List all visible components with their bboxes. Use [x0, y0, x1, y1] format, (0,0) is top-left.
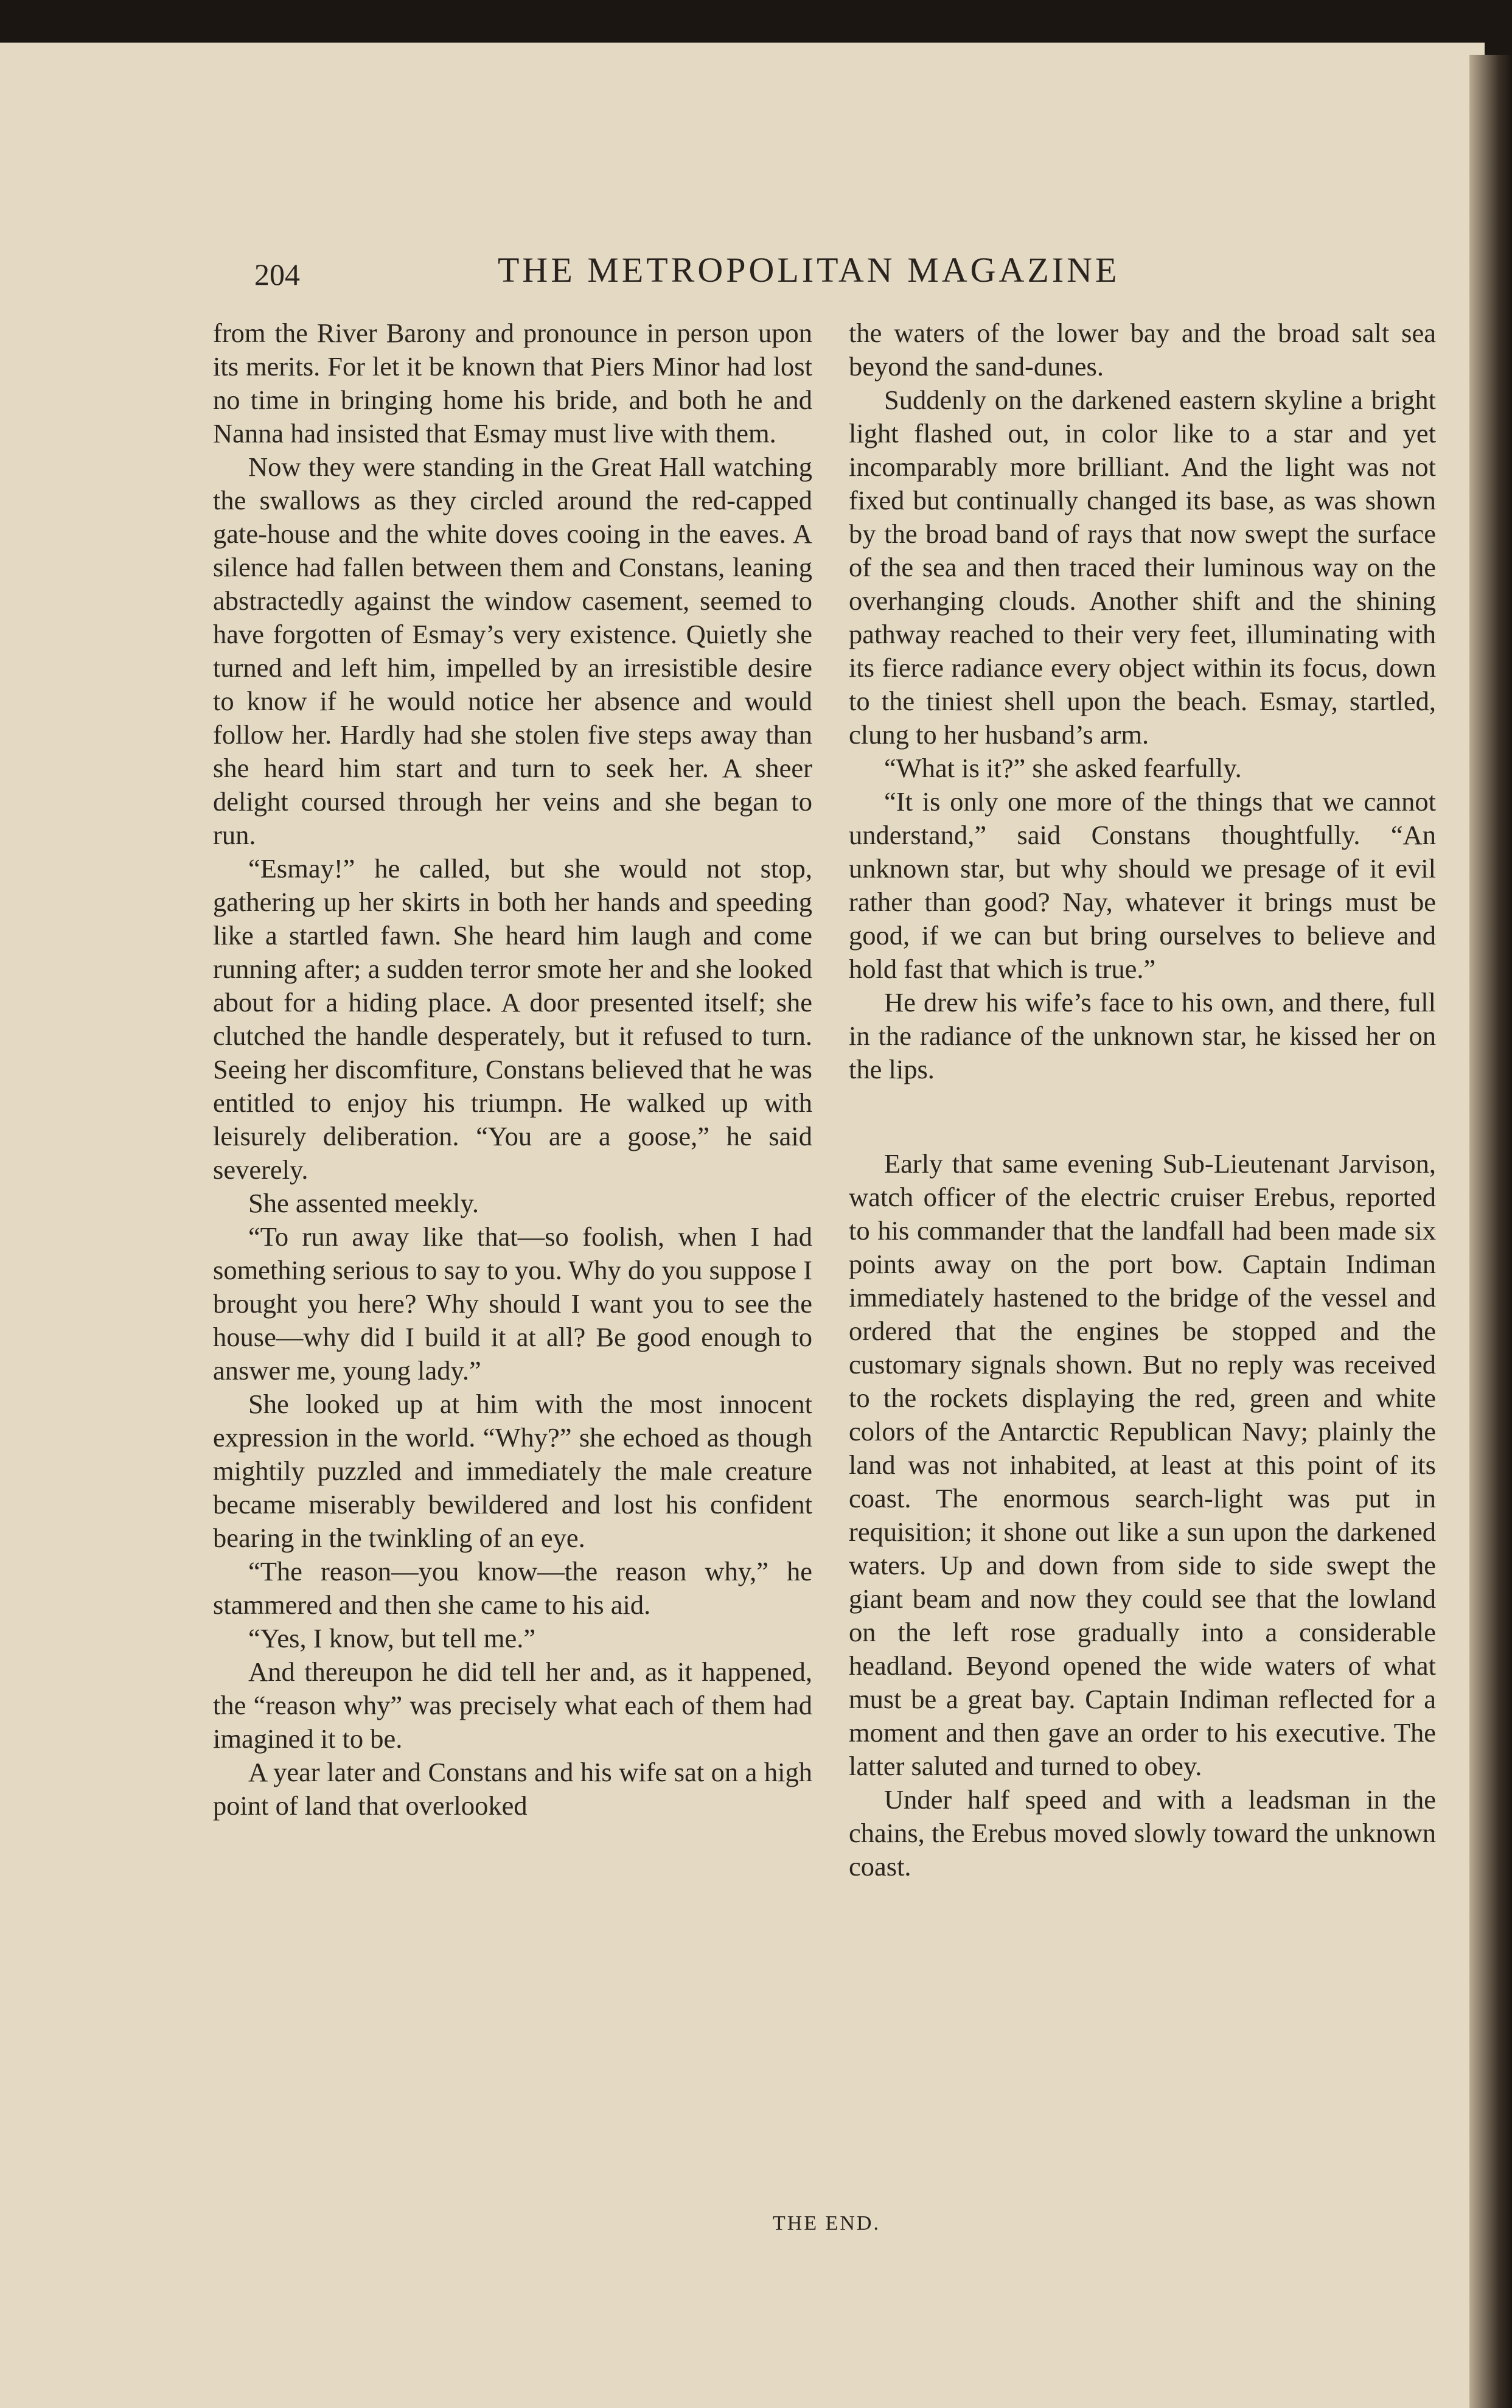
magazine-page [0, 43, 1485, 2408]
paragraph: “To run away like that—so foolish, when I had something serious to say to you. Why do you suppose I brought you here? Why should I want you to see the house—why did I build it at all? Be good enough to answer me, young lady.” [213, 1221, 812, 1386]
page-edge-shadow [1469, 55, 1512, 2408]
paragraph: “Yes, I know, but tell me.” [248, 1623, 536, 1653]
left-column [213, 316, 812, 1823]
right-column [849, 316, 1436, 1883]
paragraph: Early that same evening Sub-Lieutenant Jarvison, watch officer of the electric cruiser Erebus, reported to his commander that the landfall had been made six points away on the port bow. Captain Indiman immediately hastened to the bridge of the vessel and ordered that the engines be stopped and the customary signals shown. But no reply was received to the rockets displaying the red, green and white colors of the Antarctic Republican Navy; plainly the land was not inhabited, at least at this point of its coast. The enormous search-light was put in requisition; it shone out like a sun upon the darkened waters. Up and down from side to side swept the giant beam and now they could see that the lowland on the left rose gradually into a considerable headland. Beyond opened the wide waters of what must be a great bay. Captain Indiman reflected for a moment and then gave an order to his executive. The latter saluted and turned to obey. [849, 1148, 1436, 1781]
paragraph: And thereupon he did tell her and, as it happened, the “reason why” was precisely what each of them had imagined it to be. [213, 1656, 812, 1754]
paragraph: He drew his wife’s face to his own, and there, full in the radiance of the unknown star, he kissed her on the lips. [849, 987, 1436, 1084]
paragraph: from the River Barony and pronounce in person upon its merits. For let it be known that Piers Minor had lost no time in bringing home his bride, and both he and Nanna had insisted that Esmay must live with them. [213, 318, 812, 448]
paragraph: Suddenly on the darkened eastern skyline a bright light flashed out, in color like to a star and yet incomparably more brilliant. And the light was not fixed but continually changed its base, as was shown by the broad band of rays that now swept the surface of the sea and then traced their luminous way on the overhanging clouds. Another shift and the shining pathway reached to their very feet, illuminating with its fierce radiance every object within its focus, down to the tiniest shell upon the beach. Esmay, startled, clung to her husband’s arm. [849, 385, 1436, 750]
paragraph: “It is only one more of the things that we cannot understand,” said Constans thoughtfully. “An unknown star, but why should we presage of it evil rather than good? Nay, whatever it brings must be good, if we can but bring ourselves to believe and hold fast that which is true.” [849, 786, 1436, 984]
paragraph: She looked up at him with the most innocent expression in the world. “Why?” she echoed as though mightily puzzled and immediately the male creature became miserably bewildered and lost his confident bearing in the twinkling of an eye. [213, 1389, 812, 1553]
paragraph: Under half speed and with a leadsman in the chains, the Erebus moved slowly toward the unknown coast. [849, 1784, 1436, 1882]
paragraph: “What is it?” she asked fearfully. [884, 753, 1242, 783]
page-header [0, 250, 1485, 304]
paragraph: “Esmay!” he called, but she would not stop, gathering up her skirts in both her hands and speeding like a startled fawn. She heard him laugh and come running after; a sudden terror smote her and she looked about for a hiding place. A door presented itself; she clutched the handle desperately, but it refused to turn. Seeing her discomfiture, Constans believed that he was entitled to enjoy his triumpn. He walked up with leisurely deliberation. “You are a goose,” he said severely. [213, 853, 812, 1185]
paragraph: A year later and Constans and his wife sat on a high point of land that overlooked [213, 1757, 812, 1821]
magazine-title: THE METROPOLITAN MAGAZINE [498, 250, 1120, 290]
paragraph: the waters of the lower bay and the broad salt sea beyond the sand-dunes. [849, 318, 1436, 382]
page-number: 204 [254, 257, 300, 291]
the-end-label: THE END. [773, 2212, 880, 2235]
paragraph: “The reason—you know—the reason why,” he stammered and then she came to his aid. [213, 1556, 812, 1620]
paragraph: Now they were standing in the Great Hall watching the swallows as they circled around the red-capped gate-house and the white doves cooing in the eaves. A silence had fallen between them and Constans, leaning abstractedly against the window casement, seemed to have forgotten of Esmay’s very existence. Quietly she turned and left him, impelled by an irresistible desire to know if he would notice her absence and would follow her. Hardly had she stolen five steps away than she heard him start and turn to seek her. A sheer delight coursed through her veins and she began to run. [213, 452, 812, 850]
paragraph: She assented meekly. [248, 1188, 479, 1218]
